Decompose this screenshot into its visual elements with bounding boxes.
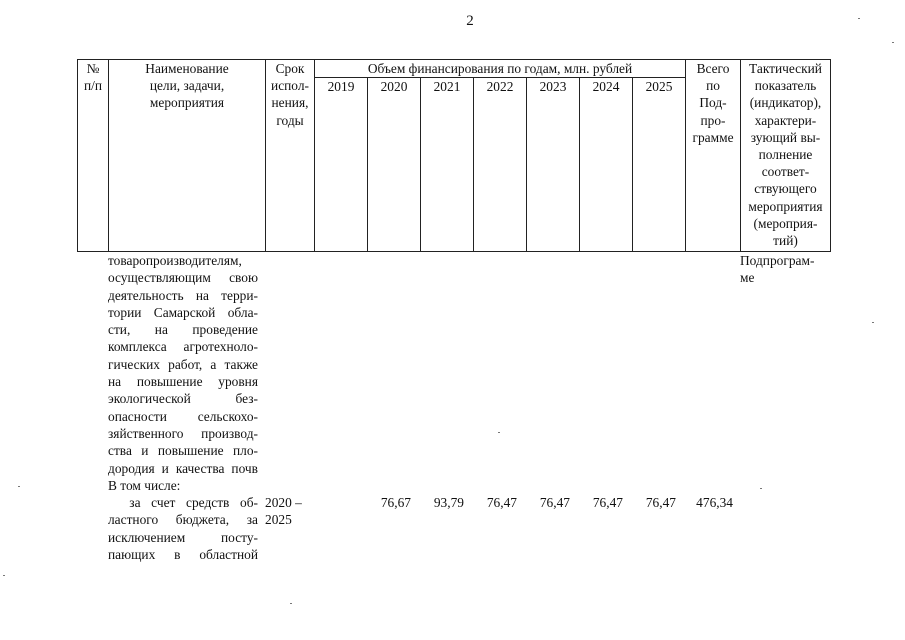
row1-indicator: Подпрограм- ме	[740, 253, 815, 286]
row2-value-2020: 76,67	[380, 495, 411, 510]
row2-name: за счет средств об- ластного бюджета, за исключением посту- пающих в областной	[108, 495, 258, 562]
row2-value-total: 476,34	[696, 495, 733, 510]
row2-value-2022: 76,47	[486, 495, 517, 510]
header-year-2023: 2023	[527, 78, 580, 252]
scan-speck	[18, 486, 20, 487]
row2-term: 2020 – 2025	[265, 495, 302, 528]
scan-speck	[498, 432, 500, 433]
scan-speck	[760, 488, 762, 489]
header-year-2020: 2020	[368, 78, 421, 252]
header-num: № п/п	[78, 60, 109, 252]
table-body	[77, 252, 829, 640]
header-indicator: Тактический показатель (индикатор), характери- зующий вы- полнение соответ- ствующего мероприятия (мероприя- тий)	[741, 60, 831, 252]
header-total: Всего по Под- про- грамме	[686, 60, 741, 252]
financing-table-header	[77, 59, 831, 252]
header-year-2025: 2025	[633, 78, 686, 252]
row2-value-2023: 76,47	[539, 495, 570, 510]
scan-speck	[3, 575, 5, 576]
header-name: Наименование цели, задачи, мероприятия	[109, 60, 266, 252]
row2-value-2021: 93,79	[433, 495, 464, 510]
header-year-2024: 2024	[580, 78, 633, 252]
page-number: 2	[466, 13, 474, 29]
header-year-2021: 2021	[421, 78, 474, 252]
scan-speck	[872, 322, 874, 323]
scan-speck	[290, 603, 292, 604]
scan-speck	[892, 42, 894, 43]
row2-value-2024: 76,47	[592, 495, 623, 510]
row1-name: товаропроизводителям, осуществляющим свою деятельность на терри- тории Самарской обла- сти, на проведение комплекса агротехноло- гических работ, а также на повышение уровня экологической без- опасности сельскохо- зяйственного производ- ства и повышение пло- дородия и качества почв В том числе:	[108, 253, 258, 493]
header-funding: Объем финансирования по годам, млн. рублей	[315, 60, 686, 78]
header-term: Срок испол- нения, годы	[266, 60, 315, 252]
header-year-2022: 2022	[474, 78, 527, 252]
row2-value-2025: 76,47	[645, 495, 676, 510]
header-year-2019: 2019	[315, 78, 368, 252]
scan-speck	[858, 18, 860, 19]
